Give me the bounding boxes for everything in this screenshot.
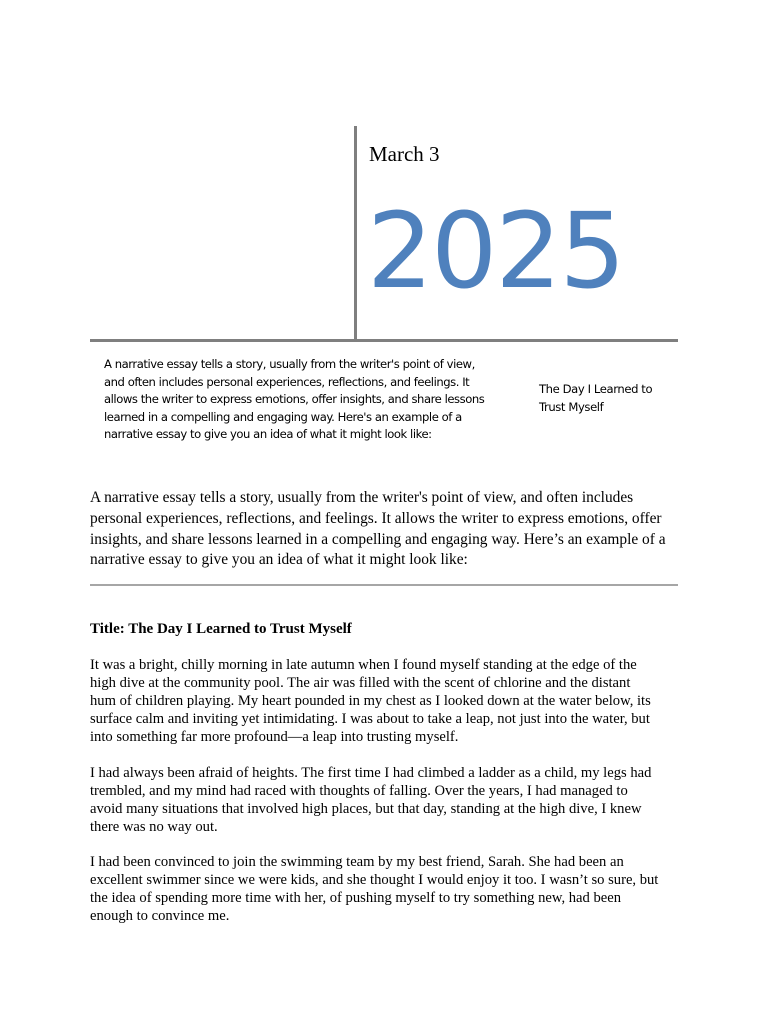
date-year: 2025 [367,190,624,312]
essay-paragraph-3: I had been convinced to join the swimming team by my best friend, Sarah. She had been an excellent swimmer since we were kids, and she thought I would enjoy it too. I wasn’t so sure, but the idea of spending more time with her, of pushing myself to try something new, had been enough to convince me. [90,854,659,924]
section-divider [90,584,678,586]
intro-paragraph: A narrative essay tells a story, usually from the writer's point of view, and often includes personal experiences, reflections, and feelings. It allows the writer to express emotions, offer insights, and share lessons learned in a compelling and engaging way. Here’s an example of a narrative essay to give you an idea of what it might look like: [90,489,666,569]
essay-title: Title: The Day I Learned to Trust Myself [90,621,352,637]
summary-box-title: The Day I Learned to Trust Myself [539,382,653,414]
summary-box-text: A narrative essay tells a story, usually from the writer's point of view, and often includes personal experiences, reflections, and feelings. It allows the writer to express emotions, offer insights, and share lessons learned in a compelling and engaging way. Here's an example of a narrative essay to give you an idea of what it might look like: [104,357,485,441]
essay-paragraph-2: I had always been afraid of heights. The first time I had climbed a ladder as a child, my legs had trembled, and my mind had raced with thoughts of falling. Over the years, I had managed to avoid many situations that involved high places, but that day, standing at the high dive, I knew there was no way out. [90,765,652,835]
header-divider [90,339,678,342]
essay-paragraph-1: It was a bright, chilly morning in late autumn when I found myself standing at the edge of the high dive at the community pool. The air was filled with the scent of chlorine and the distant hum of children playing. My heart pounded in my chest as I looked down at the water below, its surface calm and inviting yet intimidating. I was about to take a leap, not just into the water, but into something far more profound—a leap into trusting myself. [90,657,651,745]
date-month: March 3 [369,142,440,166]
vertical-divider [354,126,357,340]
